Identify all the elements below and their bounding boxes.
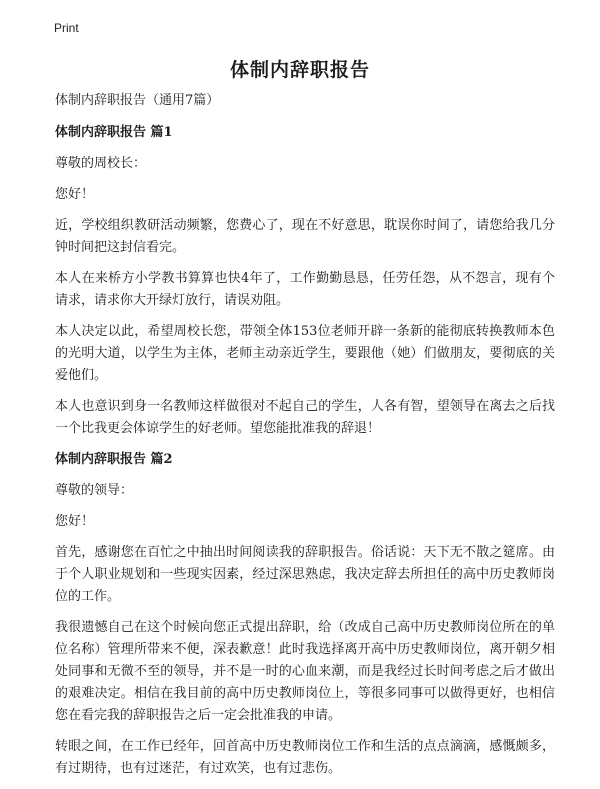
paragraph: 本人也意识到身一名教师这样做很对不起自己的学生，人各有智，望领导在离去之后找一个比我更会体谅学生的好老师。望您能批准我的辞退！ xyxy=(55,399,555,436)
paragraph: 本人在来桥方小学教书算算也快4年了，工作勤勤恳恳，任劳任怨，从不怨言，现有个请求，请求你大开绿灯放行，请误劝阻。 xyxy=(55,271,555,308)
paragraph: 近，学校组织教研活动频繁，您费心了，现在不好意思，耽误你时间了，请您给我几分钟时间把这封信看完。 xyxy=(55,218,555,255)
section-heading: 体制内辞职报告 篇2 xyxy=(55,452,173,467)
paragraph: 我很遗憾自己在这个时候向您正式提出辞职，给（改成自己高中历史教师岗位所在的单位名称）管理所带来不便，深表歉意！此时我选择离开高中历史教师岗位，离开朝夕相处同事和无微不至的领导，并不是一时的心血来潮，而是我经过长时间考虑之后才做出的艰难决定。相信在我目前的高中历史教师岗位上，等很多同事可以做得更好，也相信您在看完我的辞职报告之后一定会批准我的申请。 xyxy=(55,620,555,723)
section-1 xyxy=(55,122,555,440)
paragraph: 本人决定以此，希望周校长您，带领全体153位老师开辟一条新的能彻底转换教师本色的光明大道，以学生为主体，老师主动亲近学生，要跟他（她）们做朋友，要彻底的关爱他们。 xyxy=(55,324,555,383)
print-link[interactable]: Print xyxy=(54,21,79,35)
page-title: 体制内辞职报告 xyxy=(229,59,370,81)
salutation: 尊敬的领导： xyxy=(55,483,134,498)
document-body xyxy=(55,90,555,789)
greeting: 您好！ xyxy=(55,187,95,202)
section-2 xyxy=(55,449,555,780)
salutation: 尊敬的周校长： xyxy=(55,156,147,171)
document-subtitle: 体制内辞职报告（通用7篇） xyxy=(55,93,220,108)
paragraph: 首先，感谢您在百忙之中抽出时间阅读我的辞职报告。俗话说：天下无不散之筵席。由于个人职业规划和一些现实因素，经过深思熟虑，我决定辞去所担任的高中历史教师岗位的工作。 xyxy=(55,545,555,604)
section-heading: 体制内辞职报告 篇1 xyxy=(55,125,173,140)
paragraph: 转眼之间，在工作已经年，回首高中历史教师岗位工作和生活的点点滴滴，感慨颇多，有过期待，也有过迷茫，有过欢笑，也有过悲伤。 xyxy=(55,739,555,776)
greeting: 您好！ xyxy=(55,514,95,529)
